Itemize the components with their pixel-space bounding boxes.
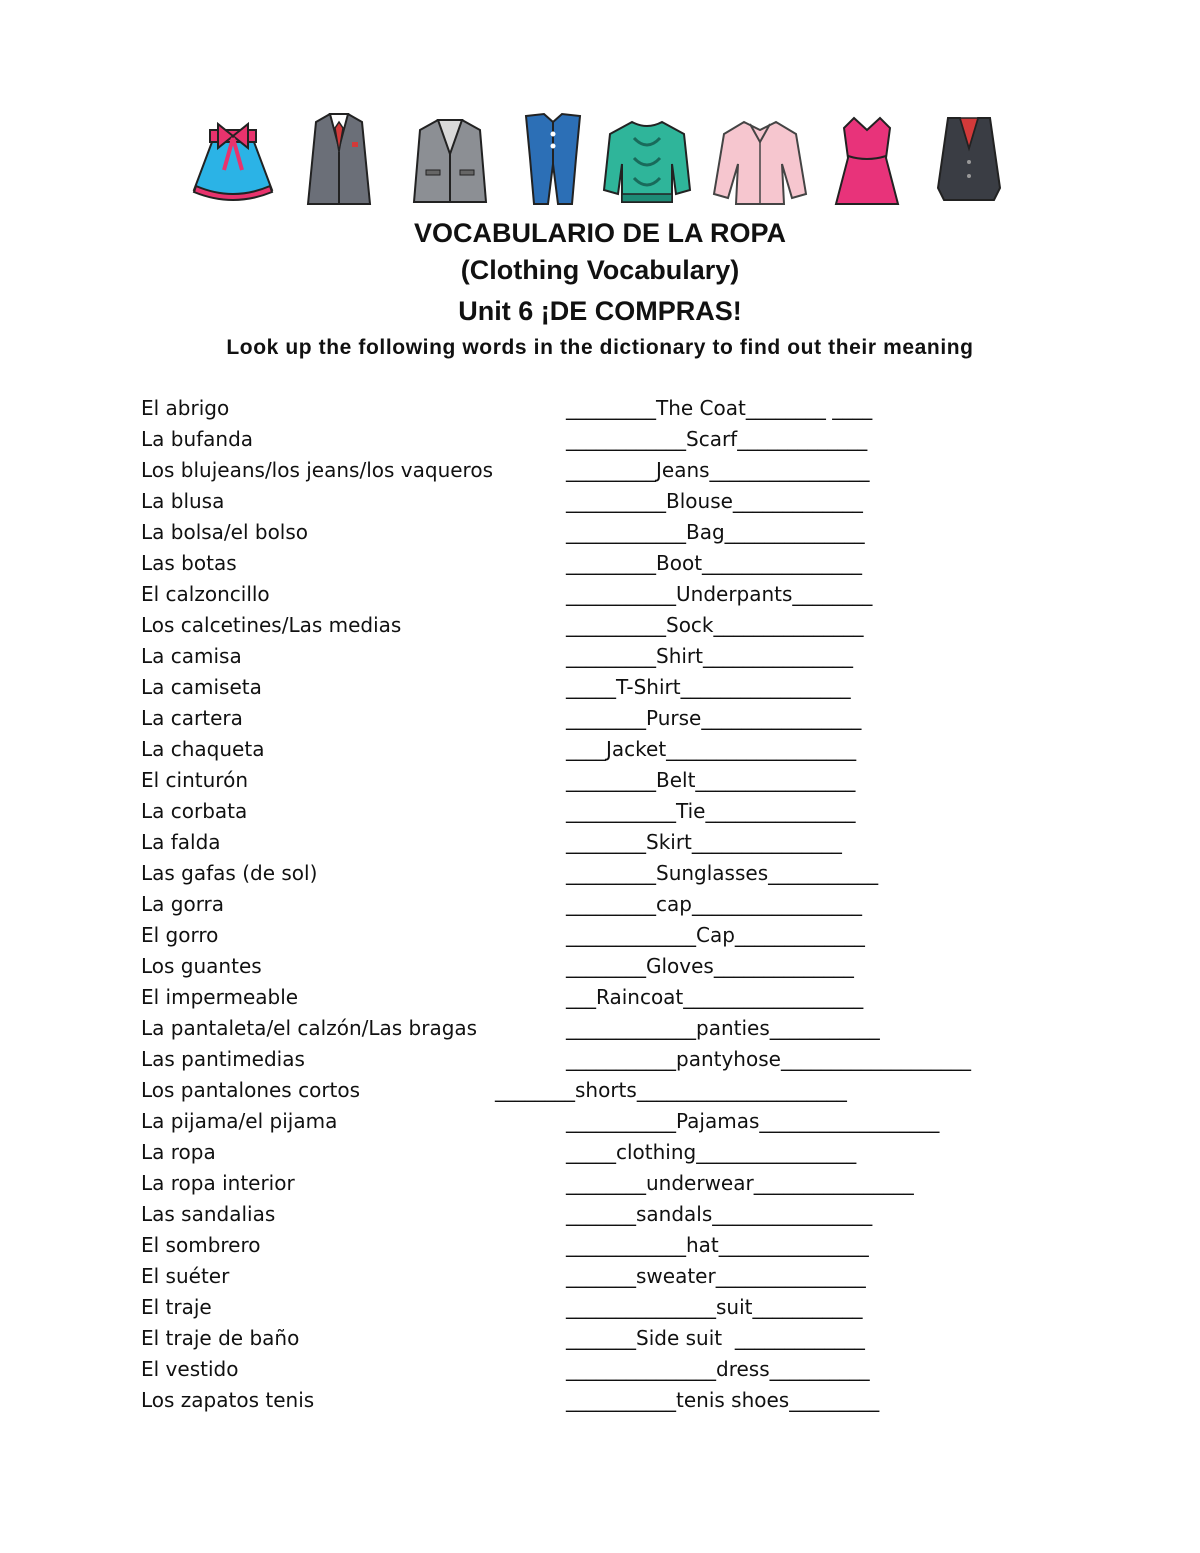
- dress-icon: [832, 108, 902, 212]
- english-answer: ____________Bag______________: [566, 520, 865, 544]
- vocab-row: [0, 394, 1200, 425]
- spanish-term: Los guantes: [141, 954, 262, 978]
- spanish-term: El vestido: [141, 1357, 239, 1381]
- spanish-term: El calzoncillo: [141, 582, 270, 606]
- spanish-term: Las sandalias: [141, 1202, 276, 1226]
- vocabulary-list: [0, 394, 1200, 1417]
- spanish-term: La gorra: [141, 892, 225, 916]
- english-answer: _______sandals________________: [566, 1202, 873, 1226]
- english-answer: _____T-Shirt_________________: [566, 675, 851, 699]
- spanish-term: El impermeable: [141, 985, 299, 1009]
- vocab-row: [0, 1169, 1200, 1200]
- sweater-icon: [602, 108, 692, 212]
- blazer-icon: [410, 108, 490, 212]
- spanish-term: La camiseta: [141, 675, 262, 699]
- english-answer: _______Side suit _____________: [566, 1326, 865, 1350]
- vocab-row: [0, 859, 1200, 890]
- vocab-row: [0, 487, 1200, 518]
- spanish-term: La cartera: [141, 706, 243, 730]
- spanish-term: La camisa: [141, 644, 242, 668]
- vocab-row: [0, 952, 1200, 983]
- spanish-term: La chaqueta: [141, 737, 265, 761]
- spanish-term: La falda: [141, 830, 221, 854]
- english-answer: ____Jacket___________________: [566, 737, 857, 761]
- spanish-term: La corbata: [141, 799, 248, 823]
- spanish-term: El abrigo: [141, 396, 230, 420]
- page-title: VOCABULARIO DE LA ROPA: [413, 218, 786, 248]
- spanish-term: La bufanda: [141, 427, 254, 451]
- vocab-row: [0, 1014, 1200, 1045]
- spanish-term: Los pantalones cortos: [141, 1078, 361, 1102]
- vocab-row: [0, 921, 1200, 952]
- vocab-row: [0, 673, 1200, 704]
- spanish-term: Las pantimedias: [141, 1047, 305, 1071]
- spanish-term: Los calcetines/Las medias: [141, 613, 402, 637]
- vocab-row: [0, 642, 1200, 673]
- english-answer: ________underwear________________: [566, 1171, 914, 1195]
- vocab-row: [0, 518, 1200, 549]
- vocab-row: [0, 890, 1200, 921]
- english-answer: _________cap_________________: [566, 892, 862, 916]
- english-answer: _________Belt________________: [566, 768, 856, 792]
- english-answer: _____________panties___________: [566, 1016, 880, 1040]
- spanish-term: La ropa interior: [141, 1171, 295, 1195]
- vocab-row: [0, 704, 1200, 735]
- vocab-row: [0, 766, 1200, 797]
- vocab-row: [0, 1076, 1200, 1107]
- english-answer: _________Boot________________: [566, 551, 863, 575]
- english-answer: _______________dress__________: [566, 1357, 870, 1381]
- skirt-icon: [188, 108, 278, 212]
- english-answer: _________The Coat________ ____: [566, 396, 873, 420]
- english-answer: __________Blouse_____________: [566, 489, 863, 513]
- spanish-term: La pijama/el pijama: [141, 1109, 338, 1133]
- vocab-row: [0, 456, 1200, 487]
- english-answer: ___________Tie_______________: [566, 799, 856, 823]
- english-answer: _________Jeans________________: [566, 458, 870, 482]
- blouse-icon: [710, 108, 810, 212]
- spanish-term: El sombrero: [141, 1233, 261, 1257]
- english-answer: _________Sunglasses___________: [566, 861, 879, 885]
- spanish-term: Las botas: [141, 551, 237, 575]
- vocab-row: [0, 735, 1200, 766]
- english-answer: ___________Pajamas__________________: [566, 1109, 940, 1133]
- vocab-row: [0, 1045, 1200, 1076]
- vocab-row: [0, 1200, 1200, 1231]
- spanish-term: Las gafas (de sol): [141, 861, 318, 885]
- spanish-term: La ropa: [141, 1140, 216, 1164]
- english-answer: ________Skirt_______________: [566, 830, 842, 854]
- english-answer: ________Gloves______________: [566, 954, 854, 978]
- overalls-icon: [520, 108, 586, 212]
- spanish-term: El gorro: [141, 923, 219, 947]
- vocab-row: [0, 549, 1200, 580]
- vocab-row: [0, 828, 1200, 859]
- vocab-row: [0, 1231, 1200, 1262]
- vocab-row: [0, 983, 1200, 1014]
- english-answer: _____________Cap_____________: [566, 923, 865, 947]
- vocab-row: [0, 425, 1200, 456]
- vocab-row: [0, 1107, 1200, 1138]
- english-answer: ____________hat_______________: [566, 1233, 869, 1257]
- clothing-icons-row: [0, 108, 1200, 218]
- english-answer: ____________Scarf_____________: [566, 427, 868, 451]
- spanish-term: El traje de baño: [141, 1326, 300, 1350]
- unit-heading: Unit 6 ¡DE COMPRAS!: [458, 296, 742, 326]
- spanish-term: El traje: [141, 1295, 212, 1319]
- vest-icon: [934, 108, 1004, 212]
- vocab-row: [0, 1293, 1200, 1324]
- english-answer: ___________Underpants________: [566, 582, 873, 606]
- vocab-row: [0, 1138, 1200, 1169]
- page-subtitle: (Clothing Vocabulary): [460, 255, 740, 285]
- vocab-row: [0, 1262, 1200, 1293]
- vocab-row: [0, 797, 1200, 828]
- vocab-row: [0, 1386, 1200, 1417]
- suit-icon: [304, 108, 374, 212]
- english-answer: ________Purse________________: [566, 706, 862, 730]
- vocab-row: [0, 1355, 1200, 1386]
- vocab-row: [0, 611, 1200, 642]
- spanish-term: El suéter: [141, 1264, 230, 1288]
- english-answer: ________shorts_____________________: [495, 1078, 847, 1102]
- spanish-term: Los blujeans/los jeans/los vaqueros: [141, 458, 493, 482]
- spanish-term: El cinturón: [141, 768, 248, 792]
- spanish-term: Los zapatos tenis: [141, 1388, 315, 1412]
- english-answer: _______sweater_______________: [566, 1264, 866, 1288]
- spanish-term: La blusa: [141, 489, 225, 513]
- english-answer: _____clothing________________: [566, 1140, 857, 1164]
- spanish-term: La pantaleta/el calzón/Las bragas: [141, 1016, 478, 1040]
- english-answer: ___________pantyhose___________________: [566, 1047, 971, 1071]
- vocab-row: [0, 580, 1200, 611]
- english-answer: _________Shirt_______________: [566, 644, 853, 668]
- instructions: Look up the following words in the dictionary to find out their meaning: [226, 336, 974, 359]
- spanish-term: La bolsa/el bolso: [141, 520, 309, 544]
- english-answer: ___Raincoat__________________: [566, 985, 864, 1009]
- english-answer: ___________tenis shoes_________: [566, 1388, 880, 1412]
- english-answer: _______________suit___________: [566, 1295, 863, 1319]
- english-answer: __________Sock_______________: [566, 613, 864, 637]
- vocab-row: [0, 1324, 1200, 1355]
